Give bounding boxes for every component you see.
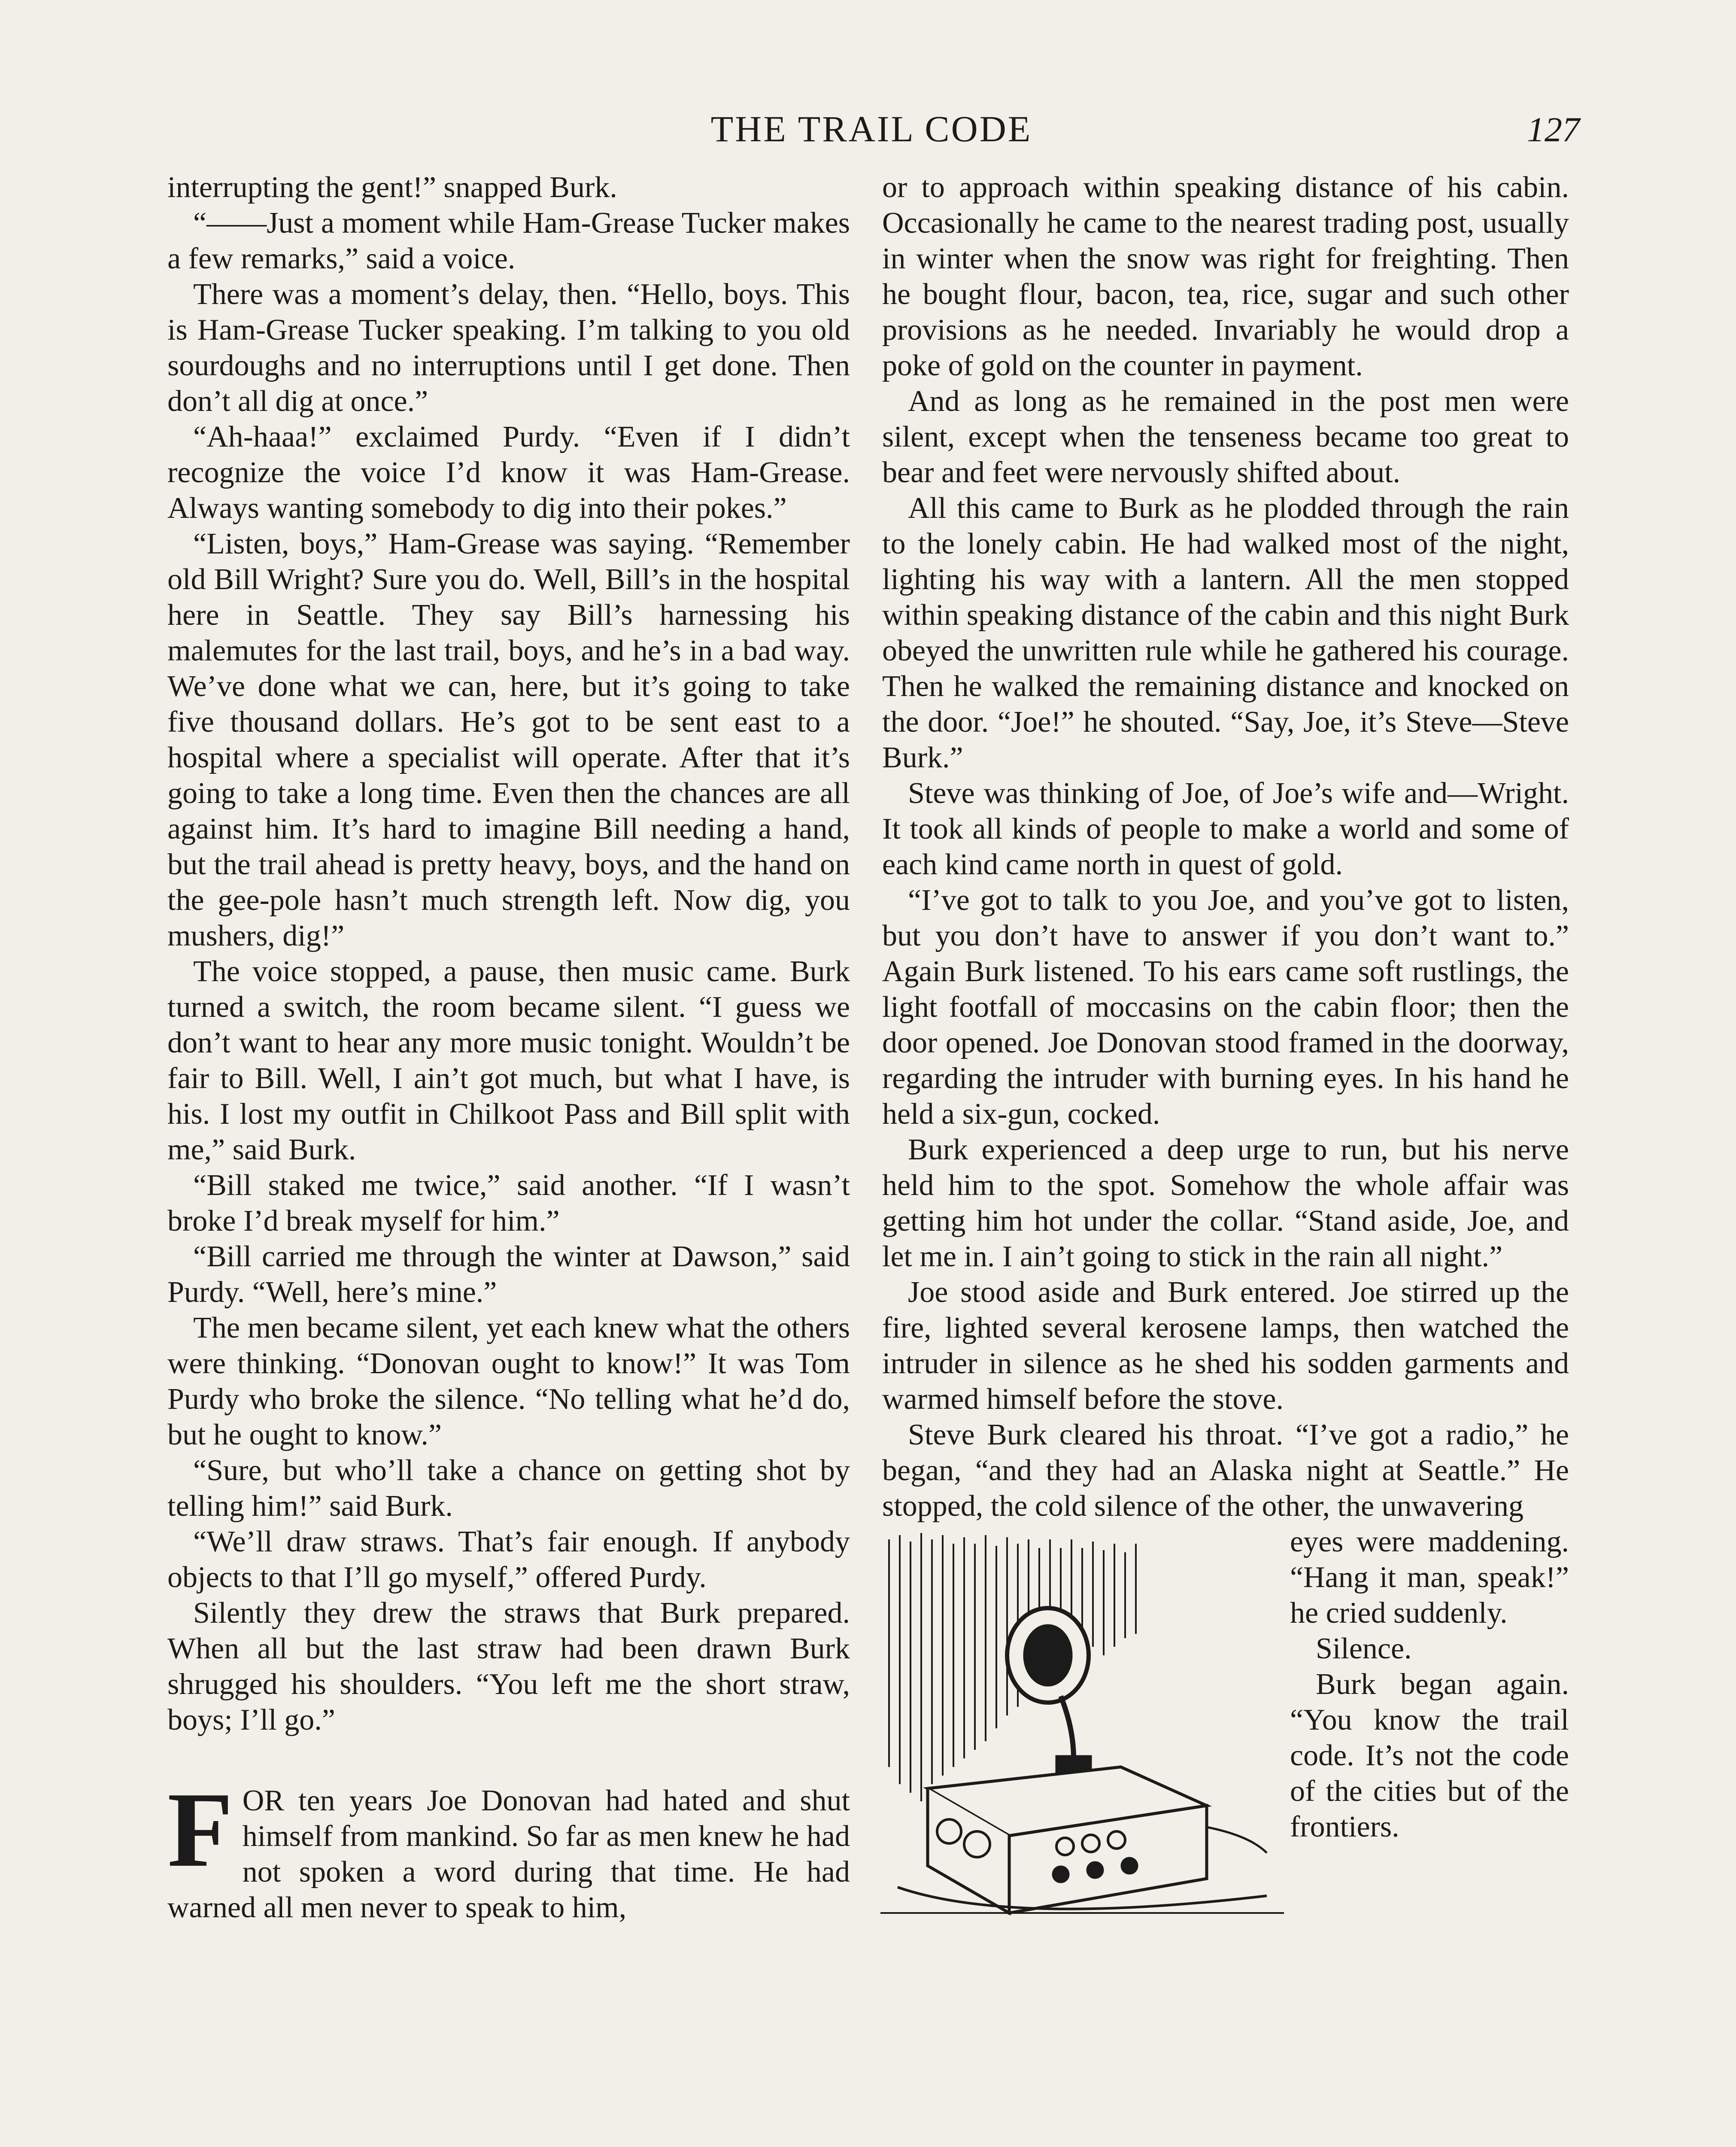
radio-set-drawing [880, 1527, 1284, 1926]
paragraph: “I’ve got to talk to you Joe, and you’ve got to listen, but you don’t have to answer if you don’t want to.” Again Burk listened. To his ears came soft rustlings, the light footfall of moccasins on the cabin floor; then the door opened. Joe Donovan stood framed in the doorway, regarding the intruder with burning eyes. In his hand he held a six-gun, cocked. [882, 884, 1569, 1131]
right-column [882, 170, 1569, 1926]
drop-cap: F [167, 1770, 233, 1889]
paragraph: Steve was thinking of Joe, of Joe’s wife and—Wright. It took all kinds of people to make a world and some of each kind came north in quest of gold. [882, 777, 1569, 881]
paragraph: Silently they drew the straws that Burk prepared. When all but the last straw had been drawn Burk shrugged his shoulders. “You left me the short straw, boys; I’ll go.” [167, 1597, 850, 1736]
paragraph: “Listen, boys,” Ham-Grease was saying. “Remember old Bill Wright? Sure you do. Well, Bill’s in the hospital here in Seattle. They say Bill’s harnessing his malemutes for the last trail, boys, and he’s in a bad way. We’ve done what we can, here, but it’s going to take five thousand dollars. He’s got to be sent east to a hospital where a specialist will operate. After that it’s going to take a long time. Even then the chances are all against him. It’s hard to imagine Bill needing a hand, but the trail ahead is pretty heavy, boys, and the hand on the gee-pole hasn’t much strength left. Now dig, you mushers, dig!” [167, 527, 850, 952]
paragraph: “Bill staked me twice,” said another. “If I wasn’t broke I’d break myself for him.” [167, 1169, 850, 1238]
radio-illustration [880, 1527, 1284, 1926]
paragraph: And as long as he remained in the post men were silent, except when the tenseness became too great to bear and feet were nervously shifted about. [882, 385, 1569, 489]
paragraph: “Ah-haaa!” exclaimed Purdy. “Even if I didn’t recognize the voice I’d know it was Ham-Grease. Always wanting somebody to dig into their pokes.” [167, 420, 850, 525]
dropcap-paragraph-text: OR ten years Joe Donovan had hated and shut himself from mankind. So far as men knew he had not spoken a word during that time. He had warned all men never to speak to him, [167, 1784, 850, 1924]
running-title: THE TRAIL CODE [710, 108, 1032, 149]
paragraph: eyes were maddening. “Hang it man, speak!” he cried suddenly. [1290, 1525, 1569, 1630]
paragraph: There was a moment’s delay, then. “Hello, boys. This is Ham-Grease Tucker speaking. I’m talking to you old sourdoughs and no interruptions until I get done. Then don’t all dig at once.” [167, 278, 850, 418]
paragraph: The voice stopped, a pause, then music came. Burk turned a switch, the room became silent. “I guess we don’t want to hear any more music tonight. Wouldn’t be fair to Bill. Well, I ain’t got much, but what I have, is his. I lost my outfit in Chilkoot Pass and Bill split with me,” said Burk. [167, 955, 850, 1166]
paragraph: or to approach within speaking distance of his cabin. Occasionally he came to the nearest trading post, usually in winter when the snow was right for freighting. Then he bought flour, bacon, tea, rice, sugar and such other provisions as he needed. Invariably he would drop a poke of gold on the counter in payment. [882, 171, 1569, 382]
paragraph: “We’ll draw straws. That’s fair enough. If anybody objects to that I’ll go myself,” offered Purdy. [167, 1525, 850, 1594]
paragraph: “Bill carried me through the winter at Dawson,” said Purdy. “Well, here’s mine.” [167, 1240, 850, 1309]
paragraph: interrupting the gent!” snapped Burk. [167, 171, 617, 204]
left-column [167, 170, 850, 1925]
paragraph: The men became silent, yet each knew what the others were thinking. “Donovan ought to know!” It was Tom Purdy who broke the silence. “No telling what he’d do, but he ought to know.” [167, 1311, 850, 1451]
paragraph: Silence. [1316, 1632, 1412, 1665]
paragraph: Joe stood aside and Burk entered. Joe stirred up the fire, lighted several kerosene lamps, then watched the intruder in silence as he shed his sodden garments and warmed himself before the stove. [882, 1276, 1569, 1416]
page-number: 127 [1527, 110, 1580, 149]
paragraph: Burk began again. “You know the trail code. It’s not the code of the cities but of the frontiers. [1290, 1668, 1569, 1843]
dropcap-paragraph [167, 1770, 850, 1925]
paragraph: Burk experienced a deep urge to run, but his nerve held him to the spot. Somehow the whole affair was getting him hot under the collar. “Stand aside, Joe, and let me in. I ain’t going to stick in the rain all night.” [882, 1133, 1569, 1273]
paragraph: All this came to Burk as he plodded through the rain to the lonely cabin. He had walked most of the night, lighting his way with a lantern. All the men stopped within speaking distance of the cabin and this night Burk obeyed the unwritten rule while he gathered his courage. Then he walked the remaining distance and knocked on the door. “Joe!” he shouted. “Say, Joe, it’s Steve—Steve Burk.” [882, 492, 1569, 774]
paragraph: Steve Burk cleared his throat. “I’ve got a radio,” he began, “and they had an Alaska night at Seattle.” He stopped, the cold silence of the other, the unwavering [882, 1418, 1569, 1523]
paragraph: “Sure, but who’ll take a chance on getting shot by telling him!” said Burk. [167, 1454, 850, 1523]
paragraph: “——Just a moment while Ham-Grease Tucker makes a few remarks,” said a voice. [167, 207, 850, 275]
